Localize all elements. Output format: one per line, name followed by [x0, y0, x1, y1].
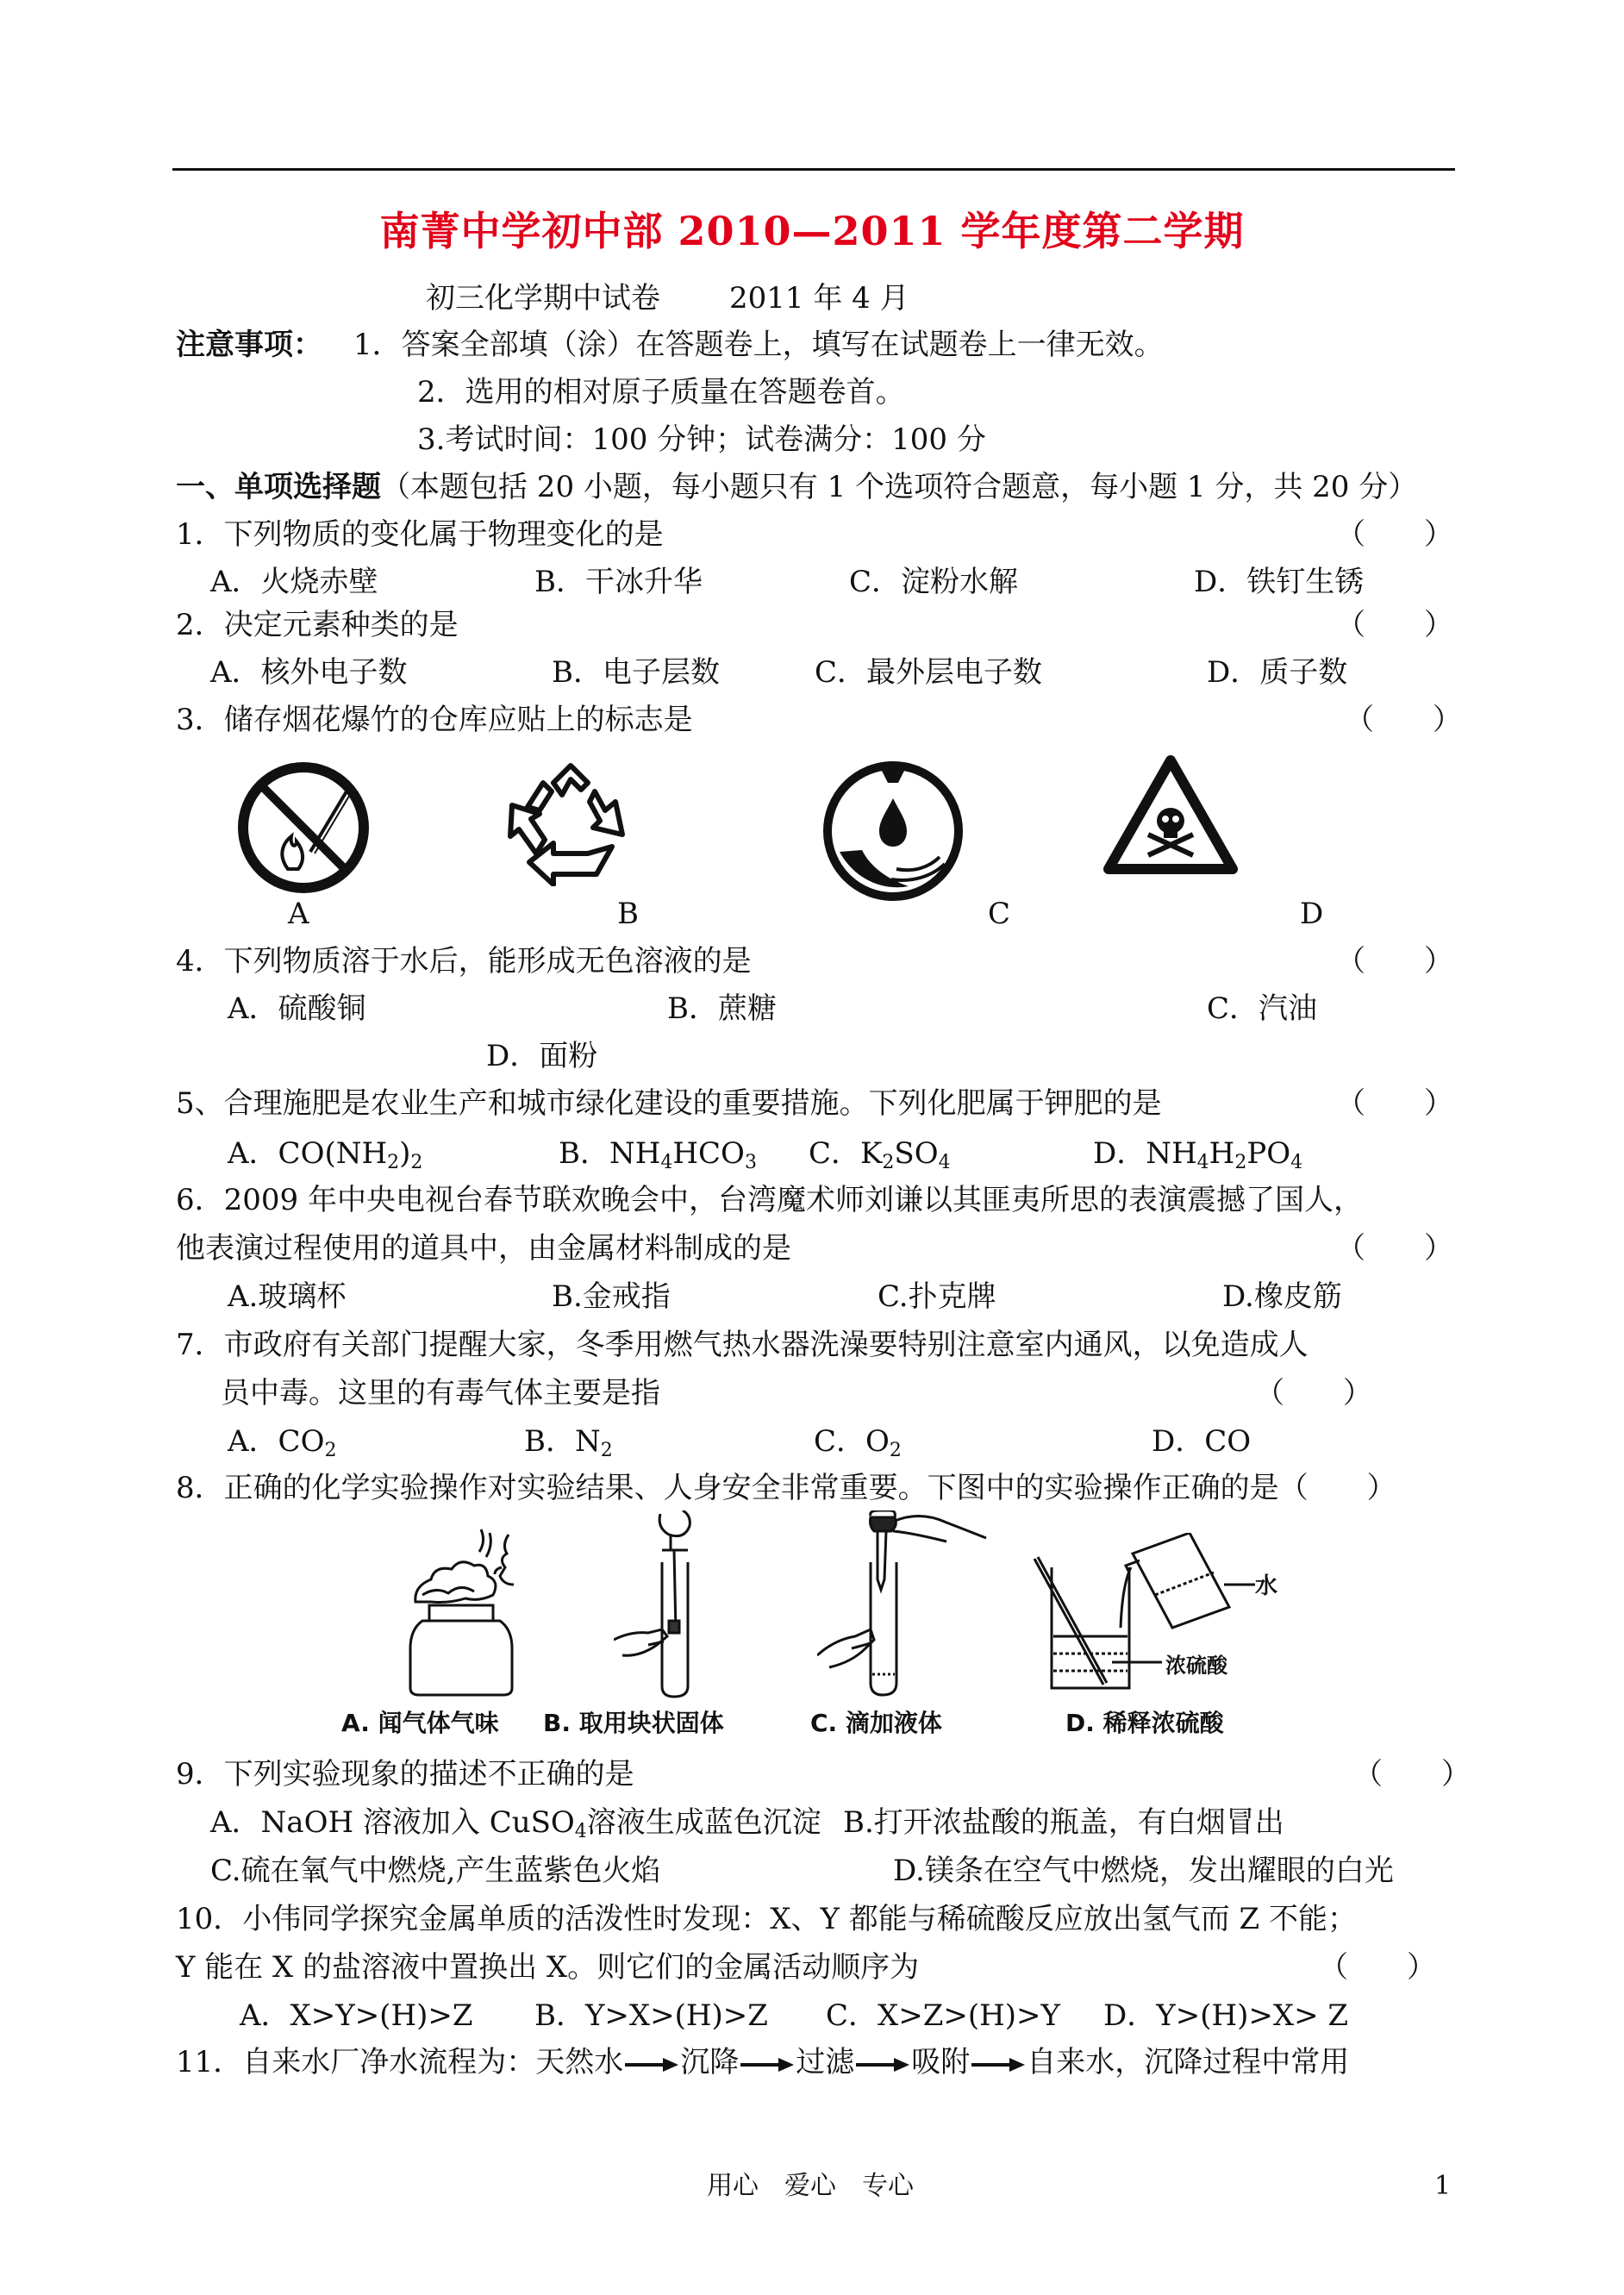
- q7-option-d: D．CO: [1152, 1424, 1252, 1459]
- q9-stem: 9．下列实验现象的描述不正确的是: [176, 1757, 634, 1792]
- q7-option-b: B．$N_2$: [524, 1424, 613, 1461]
- footer-motto: 用心 爱心 专心: [707, 2171, 914, 2201]
- q2-option-b: B．电子层数: [552, 655, 720, 690]
- q5-option-b: B．$NH_4HCO_3$: [559, 1136, 757, 1173]
- sign-label-a: A: [288, 897, 309, 931]
- no-fire-sign-icon: [234, 759, 372, 897]
- q4-option-c: C．汽油: [1207, 991, 1318, 1026]
- q9-option-b: B.打开浓盐酸的瓶盖，有白烟冒出: [843, 1805, 1284, 1840]
- acid-label: 浓硫酸: [1165, 1654, 1227, 1678]
- flow-arrow-icon: [739, 2047, 796, 2081]
- flow-arrow-icon: [854, 2047, 911, 2081]
- flow-arrow-icon: [623, 2047, 680, 2081]
- water-saving-sign-icon: [819, 757, 967, 905]
- sign-label-b: B: [617, 897, 639, 931]
- q7-option-c: C．$O_2$: [814, 1424, 902, 1461]
- page-number: 1: [1434, 2171, 1452, 2201]
- notice-item-1: 1．答案全部填（涂）在答题卷上，填写在试题卷上一律无效。: [353, 328, 1164, 362]
- q4-option-d: D．面粉: [486, 1039, 598, 1073]
- q4-option-a: A．硫酸铜: [228, 991, 366, 1026]
- q6-option-d: D.橡皮筋: [1222, 1279, 1342, 1314]
- q6-option-c: C.扑克牌: [878, 1279, 996, 1314]
- q6-stem-line1: 6．2009 年中央电视台春节联欢晚会中，台湾魔术师刘谦以其匪夷所思的表演震撼了国人，: [176, 1183, 1363, 1217]
- q1-option-b: B．干冰升华: [534, 565, 703, 599]
- dilute-acid-figure: [1017, 1533, 1267, 1697]
- notice-label: 注意事项：: [176, 328, 322, 362]
- q1-answer-blank[interactable]: （ ）: [1336, 517, 1453, 552]
- q1-stem: 1．下列物质的变化属于物理变化的是: [176, 517, 664, 552]
- toxic-warning-sign-icon: [1103, 755, 1238, 876]
- q9-option-d: D.镁条在空气中燃烧，发出耀眼的白光: [893, 1854, 1394, 1888]
- q2-option-d: D．质子数: [1207, 655, 1348, 690]
- q2-stem: 2．决定元素种类的是: [176, 608, 459, 642]
- add-liquid-figure: [817, 1510, 990, 1700]
- q9-answer-blank[interactable]: （ ）: [1353, 1757, 1471, 1792]
- notice-item-3: 3.考试时间：100 分钟；试卷满分：100 分: [417, 422, 986, 457]
- q2-answer-blank[interactable]: （ ）: [1336, 608, 1453, 642]
- water-label: 水: [1255, 1573, 1278, 1599]
- q4-stem: 4．下列物质溶于水后，能形成无色溶液的是: [176, 944, 752, 979]
- q4-answer-blank[interactable]: （ ）: [1336, 944, 1453, 979]
- q7-option-a: A．$CO_2$: [228, 1424, 337, 1461]
- q10-stem-line1: 10．小伟同学探究金属单质的活泼性时发现：X、Y 都能与稀硫酸反应放出氢气而 Z 不能；: [176, 1902, 1357, 1936]
- notice-item-2: 2．选用的相对原子质量在答题卷首。: [417, 375, 905, 410]
- section-heading: 一、单项选择题（本题包括 20 小题，每小题只有 1 个选项符合题意，每小题 1 分，共 20 分）: [176, 470, 1418, 504]
- q6-option-a: A.玻璃杯: [228, 1279, 347, 1314]
- q10-option-a: A．X>Y>(H)>Z: [240, 1998, 473, 2033]
- q10-option-b: B．Y>X>(H)>Z: [534, 1998, 768, 2033]
- q10-answer-blank[interactable]: （ ）: [1319, 1950, 1436, 1985]
- q7-stem-line2: 员中毒。这里的有毒气体主要是指: [221, 1376, 660, 1410]
- take-solid-figure: [614, 1510, 743, 1700]
- flow-arrow-icon: [970, 2047, 1027, 2081]
- q10-option-d: D．Y>(H)>X> Z: [1103, 1998, 1348, 2033]
- q9-option-c: C.硫在氧气中燃烧,产生蓝紫色火焰: [210, 1854, 661, 1888]
- q5-option-a: A．$CO(NH_2)_2$: [228, 1136, 423, 1173]
- q2-option-c: C．最外层电子数: [815, 655, 1043, 690]
- sign-label-c: C: [988, 897, 1011, 931]
- q10-stem-line2: Y 能在 X 的盐溶液中置换出 X。则它们的金属活动顺序为: [176, 1950, 920, 1985]
- q9-option-a: A．NaOH 溶液加入 CuSO$_4$溶液生成蓝色沉淀: [210, 1805, 821, 1842]
- q7-stem-line1: 7．市政府有关部门提醒大家，冬季用燃气热水器洗澡要特别注意室内通风，以免造成人: [176, 1328, 1309, 1362]
- q8-answer-blank[interactable]: （ ）: [1278, 1471, 1396, 1505]
- top-rule: [172, 168, 1455, 171]
- fig-caption-c: C. 滴加液体: [810, 1709, 942, 1737]
- exam-subtitle: 初三化学期中试卷 2011 年 4 月: [426, 281, 909, 316]
- q4-option-b: B．蔗糖: [667, 991, 777, 1026]
- q11-stem: 11．自来水厂净水流程为：天然水 沉降 过滤 吸附 自来水，沉降过程中常用: [176, 2045, 1350, 2079]
- q5-option-d: D．$NH_4H_2PO_4$: [1093, 1136, 1303, 1173]
- fig-caption-d: D. 稀释浓硫酸: [1065, 1709, 1224, 1737]
- page-title: 南菁中学初中部 2010—2011 学年度第二学期: [379, 208, 1245, 254]
- q1-option-c: C．淀粉水解: [849, 565, 1019, 599]
- q6-option-b: B.金戒指: [552, 1279, 671, 1314]
- q8-stem: 8．正确的化学实验操作对实验结果、人身安全非常重要。下图中的实验操作正确的是（ ）: [176, 1471, 1396, 1505]
- smell-gas-figure: [397, 1519, 534, 1700]
- exam-date: 2011 年 4 月: [729, 281, 909, 316]
- fig-caption-a: A. 闻气体气味: [341, 1709, 499, 1737]
- q1-option-d: D．铁钉生锈: [1194, 565, 1365, 599]
- q10-option-c: C．X>Z>(H)>Y: [826, 1998, 1060, 2033]
- q7-answer-blank[interactable]: （ ）: [1255, 1376, 1372, 1410]
- recycle-sign-icon: [502, 757, 640, 886]
- q2-option-a: A．核外电子数: [210, 655, 408, 690]
- q5-option-c: C．$K_2SO_4$: [809, 1136, 951, 1173]
- q1-option-a: A．火烧赤壁: [210, 565, 378, 599]
- fig-caption-b: B. 取用块状固体: [543, 1709, 724, 1737]
- q5-stem: 5、合理施肥是农业生产和城市绿化建设的重要措施。下列化肥属于钾肥的是: [176, 1086, 1162, 1121]
- q3-stem: 3．储存烟花爆竹的仓库应贴上的标志是: [176, 703, 693, 737]
- sign-label-d: D: [1300, 897, 1324, 931]
- q3-answer-blank[interactable]: （ ）: [1345, 703, 1462, 737]
- q6-answer-blank[interactable]: （ ）: [1336, 1231, 1453, 1266]
- q6-stem-line2: 他表演过程使用的道具中，由金属材料制成的是: [176, 1231, 791, 1266]
- q5-answer-blank[interactable]: （ ）: [1336, 1086, 1453, 1121]
